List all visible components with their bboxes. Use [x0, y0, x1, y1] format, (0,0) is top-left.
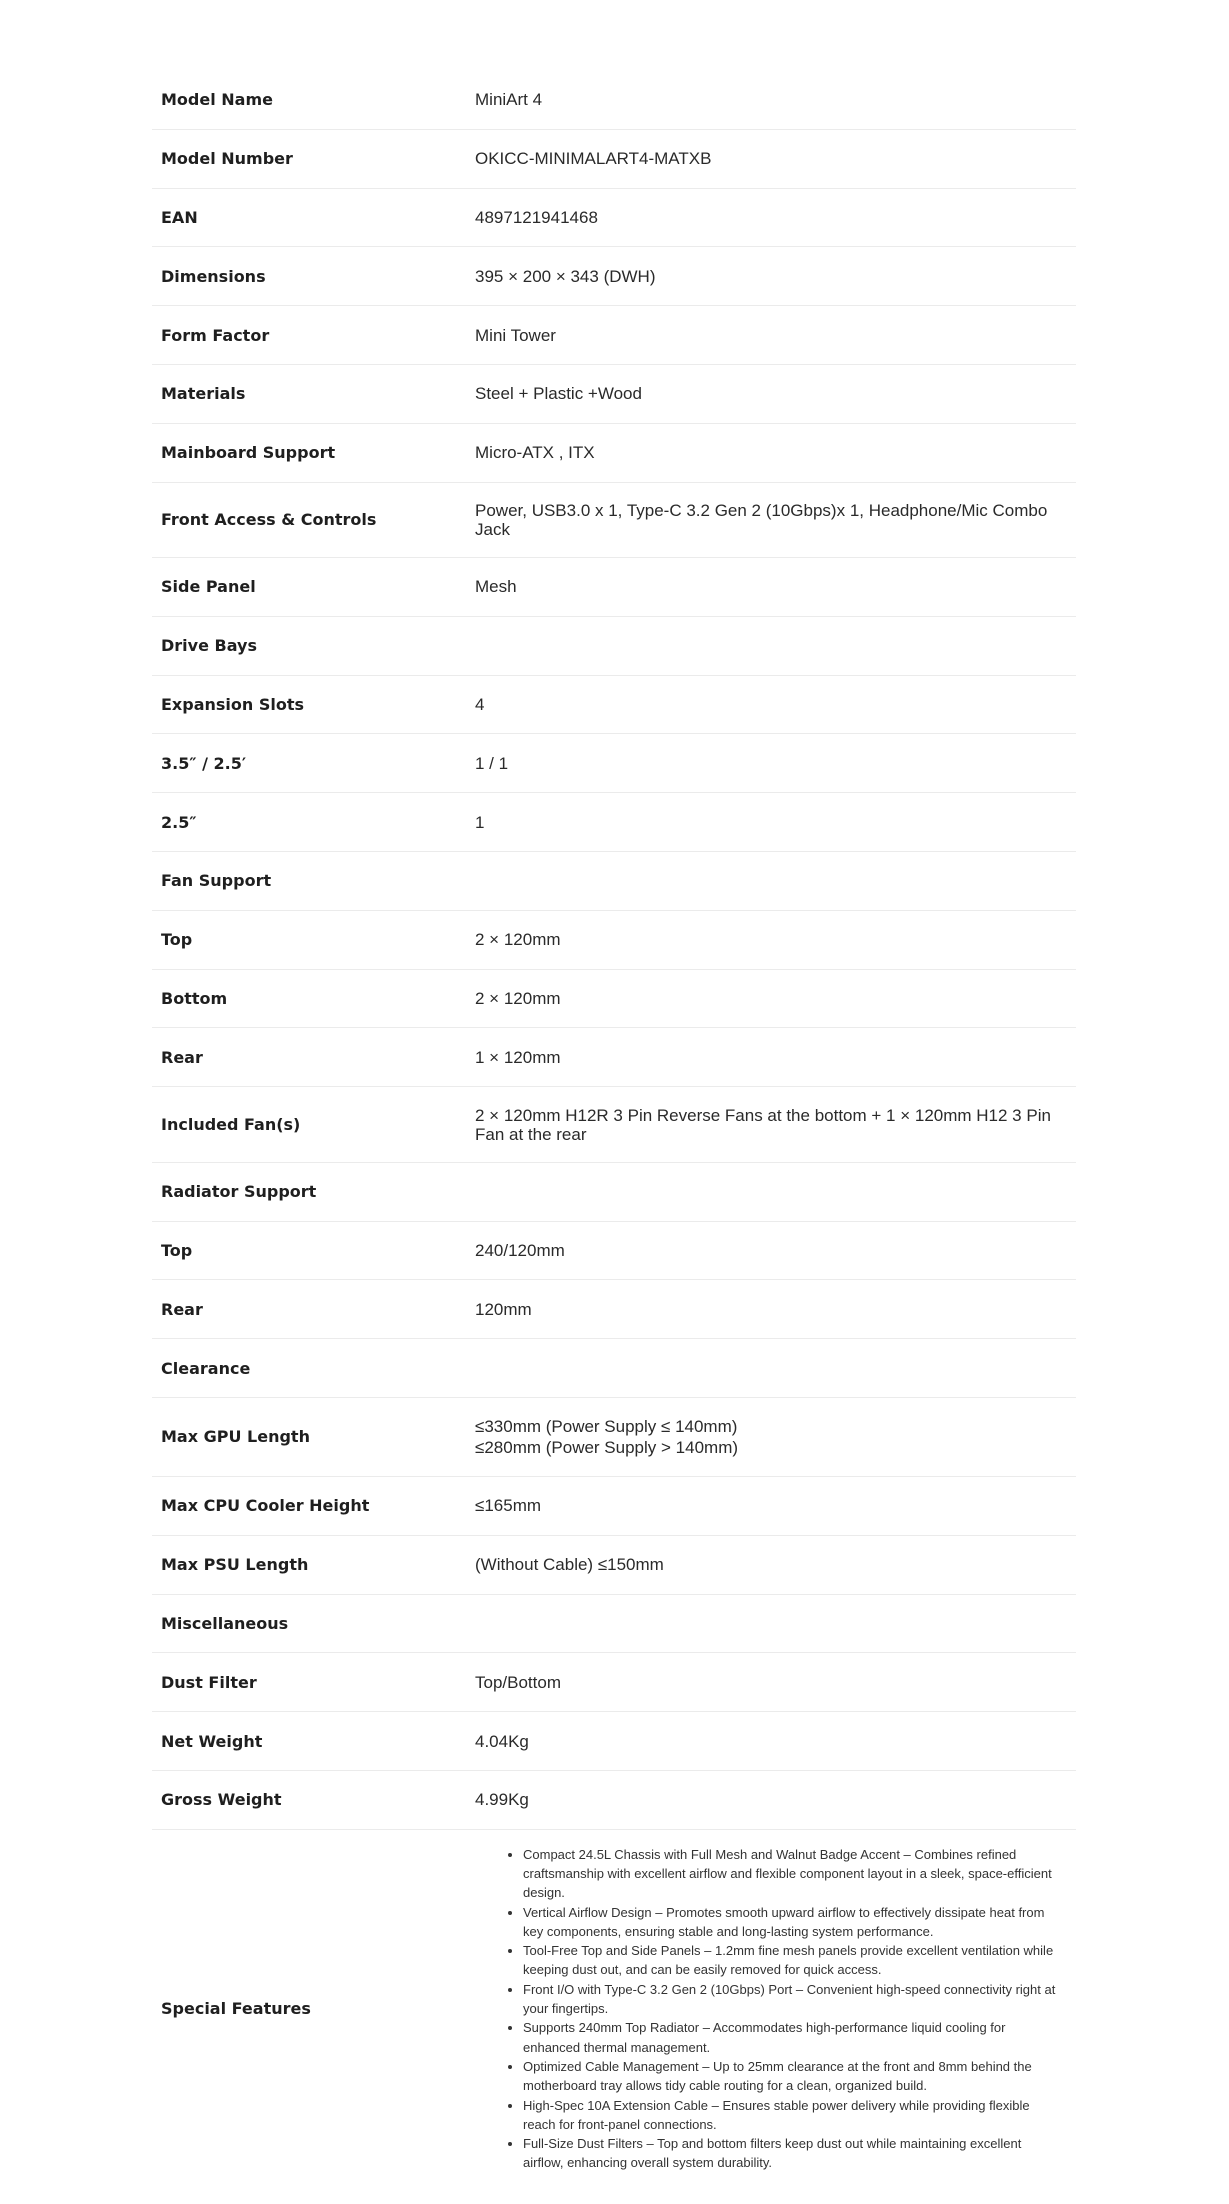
spec-value: 2 × 120mm — [475, 989, 561, 1009]
feature-item: • Optimized Cable Management – Up to 25mm clearance at the front and 8mm behind the motherboard tray allows tidy cable routing for a clean, organized build. — [523, 2057, 1064, 2096]
spec-value: Micro-ATX , ITX — [475, 443, 595, 463]
spec-label: Max CPU Cooler Height — [161, 1496, 370, 1516]
spec-row-ean — [152, 189, 1076, 248]
spec-value-line: ≤330mm (Power Supply ≤ 140mm) — [475, 1416, 738, 1436]
spec-value: MiniArt 4 — [475, 90, 543, 110]
spec-row-max-gpu-length — [152, 1398, 1076, 1477]
spec-row-gross-weight — [152, 1771, 1076, 1830]
spec-label: Gross Weight — [161, 1790, 282, 1810]
spec-label: Model Name — [161, 90, 273, 110]
spec-value: 1 × 120mm — [475, 1047, 561, 1067]
spec-label: Rear — [161, 1299, 203, 1319]
section-label: Fan Support — [161, 871, 272, 891]
spec-row-front-access — [152, 483, 1076, 559]
spec-row-side-panel — [152, 558, 1076, 617]
spec-section-miscellaneous — [152, 1595, 1076, 1654]
spec-value: 4.04Kg — [475, 1731, 529, 1751]
spec-value-line: ≤280mm (Power Supply > 140mm) — [475, 1437, 739, 1457]
spec-value: 2 × 120mm — [475, 930, 561, 950]
feature-item: • Compact 24.5L Chassis with Full Mesh and Walnut Badge Accent – Combines refined craftsmanship with excellent airflow and flexible component layout in a sleek, space-efficient design. — [523, 1845, 1064, 1903]
spec-label: Included Fan(s) — [161, 1115, 301, 1134]
spec-label: Max PSU Length — [161, 1555, 309, 1575]
spec-section-fan-support — [152, 852, 1076, 911]
spec-label: Special Features — [161, 1999, 311, 2019]
spec-row-model-name — [152, 71, 1076, 130]
spec-value — [475, 1417, 1076, 1457]
spec-row-materials — [152, 365, 1076, 424]
spec-row-mainboard-support — [152, 424, 1076, 483]
spec-row-fan-rear — [152, 1028, 1076, 1087]
spec-row-included-fans — [152, 1087, 1076, 1163]
spec-label: 3.5″ / 2.5′ — [161, 753, 247, 773]
spec-value: Power, USB3.0 x 1, Type-C 3.2 Gen 2 (10Gbps)x 1, Headphone/Mic Combo Jack — [475, 500, 1048, 539]
spec-row-fan-bottom — [152, 970, 1076, 1029]
spec-label: Top — [161, 1240, 193, 1260]
spec-row-max-psu-length — [152, 1536, 1076, 1595]
feature-item: • Full-Size Dust Filters – Top and bottom filters keep dust out while maintaining excellent airflow, enhancing overall system durability. — [523, 2134, 1064, 2173]
spec-value: 395 × 200 × 343 (DWH) — [475, 266, 656, 286]
spec-label: Model Number — [161, 149, 293, 169]
spec-table — [152, 71, 1076, 2188]
special-features-list — [475, 1845, 1064, 2173]
spec-label: EAN — [161, 207, 198, 227]
spec-row-dust-filter — [152, 1653, 1076, 1712]
spec-label: Form Factor — [161, 325, 270, 345]
spec-value: 1 — [475, 812, 485, 832]
spec-row-model-number — [152, 130, 1076, 189]
spec-value: 2 × 120mm H12R 3 Pin Reverse Fans at the bottom + 1 × 120mm H12 3 Pin Fan at the rear — [475, 1105, 1051, 1144]
spec-row-special-features — [152, 1830, 1076, 2188]
spec-value: 120mm — [475, 1299, 532, 1319]
spec-row-3-5-2-5 — [152, 734, 1076, 793]
spec-value: 4 — [475, 695, 485, 715]
spec-row-dimensions — [152, 247, 1076, 306]
spec-row-2-5 — [152, 793, 1076, 852]
spec-value: (Without Cable) ≤150mm — [475, 1555, 664, 1575]
section-label: Miscellaneous — [161, 1613, 289, 1633]
spec-section-clearance — [152, 1339, 1076, 1398]
spec-section-drive-bays — [152, 617, 1076, 676]
spec-row-form-factor — [152, 306, 1076, 365]
feature-item: • Supports 240mm Top Radiator – Accommodates high-performance liquid cooling for enhanced thermal management. — [523, 2018, 1064, 2057]
feature-item: • High-Spec 10A Extension Cable – Ensures stable power delivery while providing flexible reach for front-panel connections. — [523, 2096, 1064, 2135]
feature-item: • Tool-Free Top and Side Panels – 1.2mm fine mesh panels provide excellent ventilation while keeping dust out, and can be easily removed for quick access. — [523, 1941, 1064, 1980]
spec-label: Dimensions — [161, 266, 266, 286]
feature-item: • Front I/O with Type-C 3.2 Gen 2 (10Gbps) Port – Convenient high-speed connectivity right at your fingertips. — [523, 1980, 1064, 2019]
spec-label: Bottom — [161, 989, 228, 1009]
spec-label: Materials — [161, 384, 246, 404]
spec-label: Max GPU Length — [161, 1427, 310, 1447]
spec-label: Net Weight — [161, 1731, 263, 1751]
spec-label: Front Access & Controls — [161, 510, 377, 530]
spec-label: Side Panel — [161, 577, 256, 597]
spec-row-expansion-slots — [152, 676, 1076, 735]
spec-value: Steel + Plastic +Wood — [475, 384, 642, 404]
section-label: Clearance — [161, 1358, 251, 1378]
spec-section-radiator-support — [152, 1163, 1076, 1222]
spec-value: ≤165mm — [475, 1496, 542, 1516]
spec-value: Top/Bottom — [475, 1672, 561, 1692]
spec-label: 2.5″ — [161, 812, 197, 832]
spec-row-radiator-rear — [152, 1280, 1076, 1339]
section-label: Drive Bays — [161, 636, 257, 656]
spec-row-radiator-top — [152, 1222, 1076, 1281]
spec-value: 4.99Kg — [475, 1790, 529, 1810]
section-label: Radiator Support — [161, 1182, 317, 1202]
spec-value: OKICC-MINIMALART4-MATXB — [475, 149, 712, 169]
spec-value: Mini Tower — [475, 325, 556, 345]
spec-label: Dust Filter — [161, 1672, 257, 1692]
special-features-value — [475, 1845, 1076, 2173]
spec-row-net-weight — [152, 1712, 1076, 1771]
spec-label: Expansion Slots — [161, 695, 305, 715]
spec-row-max-cpu-cooler-height — [152, 1477, 1076, 1536]
spec-label: Mainboard Support — [161, 443, 336, 463]
spec-value: 240/120mm — [475, 1240, 565, 1260]
spec-value: Mesh — [475, 577, 517, 597]
feature-item: • Vertical Airflow Design – Promotes smooth upward airflow to effectively dissipate heat from key components, ensuring stable and long-lasting system performance. — [523, 1903, 1064, 1942]
spec-value: 4897121941468 — [475, 207, 598, 227]
spec-label: Top — [161, 930, 193, 950]
spec-label: Rear — [161, 1047, 203, 1067]
spec-value: 1 / 1 — [475, 753, 509, 773]
spec-row-fan-top — [152, 911, 1076, 970]
